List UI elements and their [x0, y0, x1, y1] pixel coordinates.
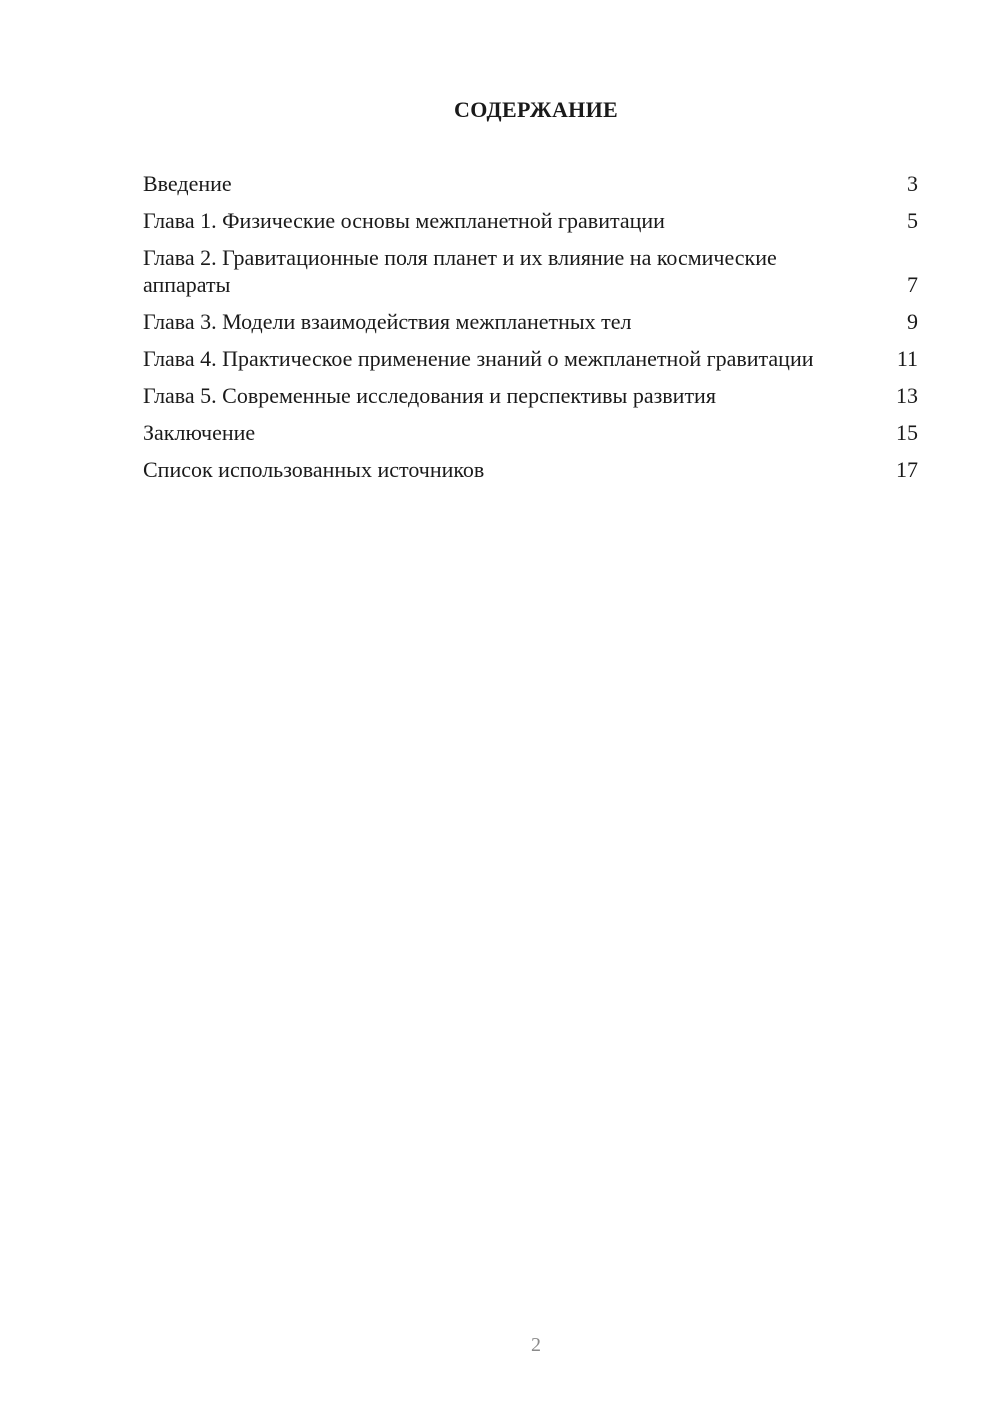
toc-entry-introduction — [143, 170, 918, 197]
toc-title: СОДЕРЖАНИЕ — [454, 97, 618, 122]
toc-entry-page: 17 — [896, 457, 918, 482]
toc-entry-label: Заключение — [143, 420, 256, 445]
toc-entry-chapter-2 — [143, 244, 918, 298]
toc-entry-conclusion — [143, 419, 918, 446]
toc-entry-page: 9 — [907, 309, 918, 334]
toc-entry-page: 15 — [896, 420, 918, 445]
toc-entry-page: 5 — [907, 208, 918, 233]
toc-entry-chapter-3 — [143, 308, 918, 335]
toc-entry-label: Введение — [143, 171, 232, 196]
table-of-contents — [143, 170, 918, 493]
toc-entry-page: 7 — [907, 272, 918, 297]
toc-entry-label: Глава 3. Модели взаимодействия межпланетных тел — [143, 309, 632, 334]
toc-entry-label: Глава 2. Гравитационные поля планет и их влияние на космические аппараты — [143, 245, 777, 297]
page-number: 2 — [531, 1334, 541, 1356]
toc-entry-chapter-4 — [143, 345, 918, 372]
toc-entry-page: 11 — [896, 346, 918, 371]
toc-entry-label: Глава 5. Современные исследования и перспективы развития — [143, 383, 716, 408]
toc-entry-page: 3 — [907, 171, 918, 196]
toc-entry-label: Глава 4. Практическое применение знаний о межпланетной гравитации — [143, 346, 814, 371]
toc-entry-references — [143, 456, 918, 483]
toc-entry-label: Глава 1. Физические основы межпланетной гравитации — [143, 208, 665, 233]
toc-entry-page: 13 — [896, 383, 918, 408]
toc-entry-chapter-1 — [143, 207, 918, 234]
toc-entry-chapter-5 — [143, 382, 918, 409]
toc-entry-label: Список использованных источников — [143, 457, 485, 482]
